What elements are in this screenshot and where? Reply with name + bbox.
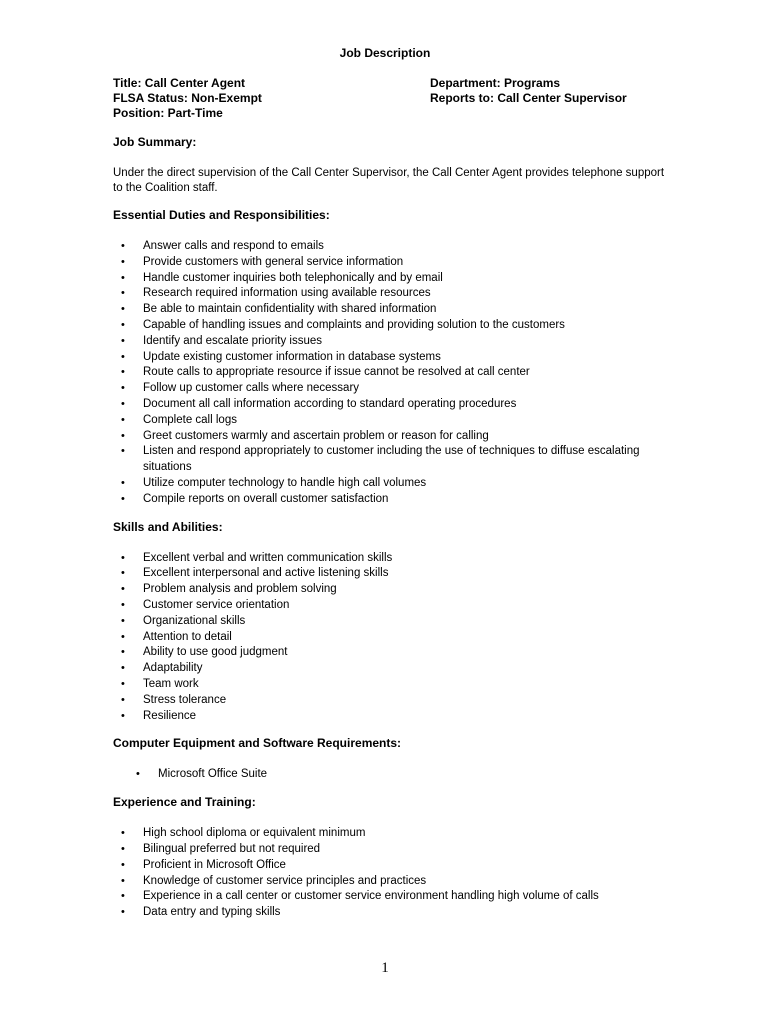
list-item: • High school diploma or equivalent minimum: [143, 826, 673, 842]
list-item: • Document all call information according to standard operating procedures: [143, 397, 673, 413]
meta-position: Position: Part-Time: [113, 106, 223, 120]
document-heading: Job Description: [339, 46, 431, 60]
document-body: [113, 135, 673, 933]
meta-title: Title: Call Center Agent: [113, 76, 246, 90]
experience-heading: Experience and Training:: [113, 795, 256, 810]
list-item: • Identify and escalate priority issues: [143, 334, 673, 350]
list-item: • Capable of handling issues and complaints and providing solution to the customers: [143, 318, 673, 334]
equipment-heading: Computer Equipment and Software Requirements:: [113, 736, 402, 751]
list-item: • Excellent verbal and written communication skills: [143, 551, 673, 567]
list-item: • Utilize computer technology to handle high call volumes: [143, 476, 673, 492]
list-item: • Route calls to appropriate resource if issue cannot be resolved at call center: [143, 365, 673, 381]
summary-heading: Job Summary:: [113, 135, 197, 149]
list-item: • Attention to detail: [143, 630, 673, 646]
list-item: • Be able to maintain confidentiality with shared information: [143, 302, 673, 318]
list-item: • Bilingual preferred but not required: [143, 842, 673, 858]
list-item: • Follow up customer calls where necessary: [143, 381, 673, 397]
list-item: • Experience in a call center or customer service environment handling high volume of calls: [143, 889, 673, 905]
skills-heading: Skills and Abilities:: [113, 519, 223, 534]
skills-list: [113, 551, 673, 725]
summary-text: Under the direct supervision of the Call Center Supervisor, the Call Center Agent provides telephone support to the Coalition staff.: [113, 167, 665, 194]
list-item: • Research required information using available resources: [143, 286, 673, 302]
list-item: • Knowledge of customer service principles and practices: [143, 874, 673, 890]
list-item: • Microsoft Office Suite: [158, 767, 673, 783]
meta-reports-to: Reports to: Call Center Supervisor: [430, 91, 627, 105]
list-item: • Problem analysis and problem solving: [143, 582, 673, 598]
list-item: • Complete call logs: [143, 413, 673, 429]
list-item: • Resilience: [143, 709, 673, 725]
list-item: • Update existing customer information in database systems: [143, 350, 673, 366]
list-item: • Ability to use good judgment: [143, 645, 673, 661]
duties-list: [113, 239, 673, 508]
list-item: • Greet customers warmly and ascertain problem or reason for calling: [143, 429, 673, 445]
list-item: • Adaptability: [143, 661, 673, 677]
meta-flsa-status: FLSA Status: Non-Exempt: [113, 91, 262, 105]
list-item: • Organizational skills: [143, 614, 673, 630]
list-item: • Team work: [143, 677, 673, 693]
list-item: • Handle customer inquiries both telephonically and by email: [143, 271, 673, 287]
list-item: • Compile reports on overall customer satisfaction: [143, 492, 673, 508]
list-item: • Proficient in Microsoft Office: [143, 858, 673, 874]
list-item: • Answer calls and respond to emails: [143, 239, 673, 255]
list-item: • Customer service orientation: [143, 598, 673, 614]
list-item: • Listen and respond appropriately to customer including the use of techniques to diffuse escalating situations: [143, 444, 673, 476]
equipment-list: [113, 767, 673, 783]
list-item: • Stress tolerance: [143, 693, 673, 709]
meta-left-column: [113, 76, 413, 121]
meta-right-column: [430, 76, 690, 106]
list-item: • Provide customers with general service information: [143, 255, 673, 271]
page-number: 1: [381, 960, 389, 976]
experience-list: [113, 826, 673, 921]
duties-heading: Essential Duties and Responsibilities:: [113, 208, 330, 222]
list-item: • Data entry and typing skills: [143, 905, 673, 921]
list-item: • Excellent interpersonal and active listening skills: [143, 566, 673, 582]
meta-department: Department: Programs: [430, 76, 561, 90]
